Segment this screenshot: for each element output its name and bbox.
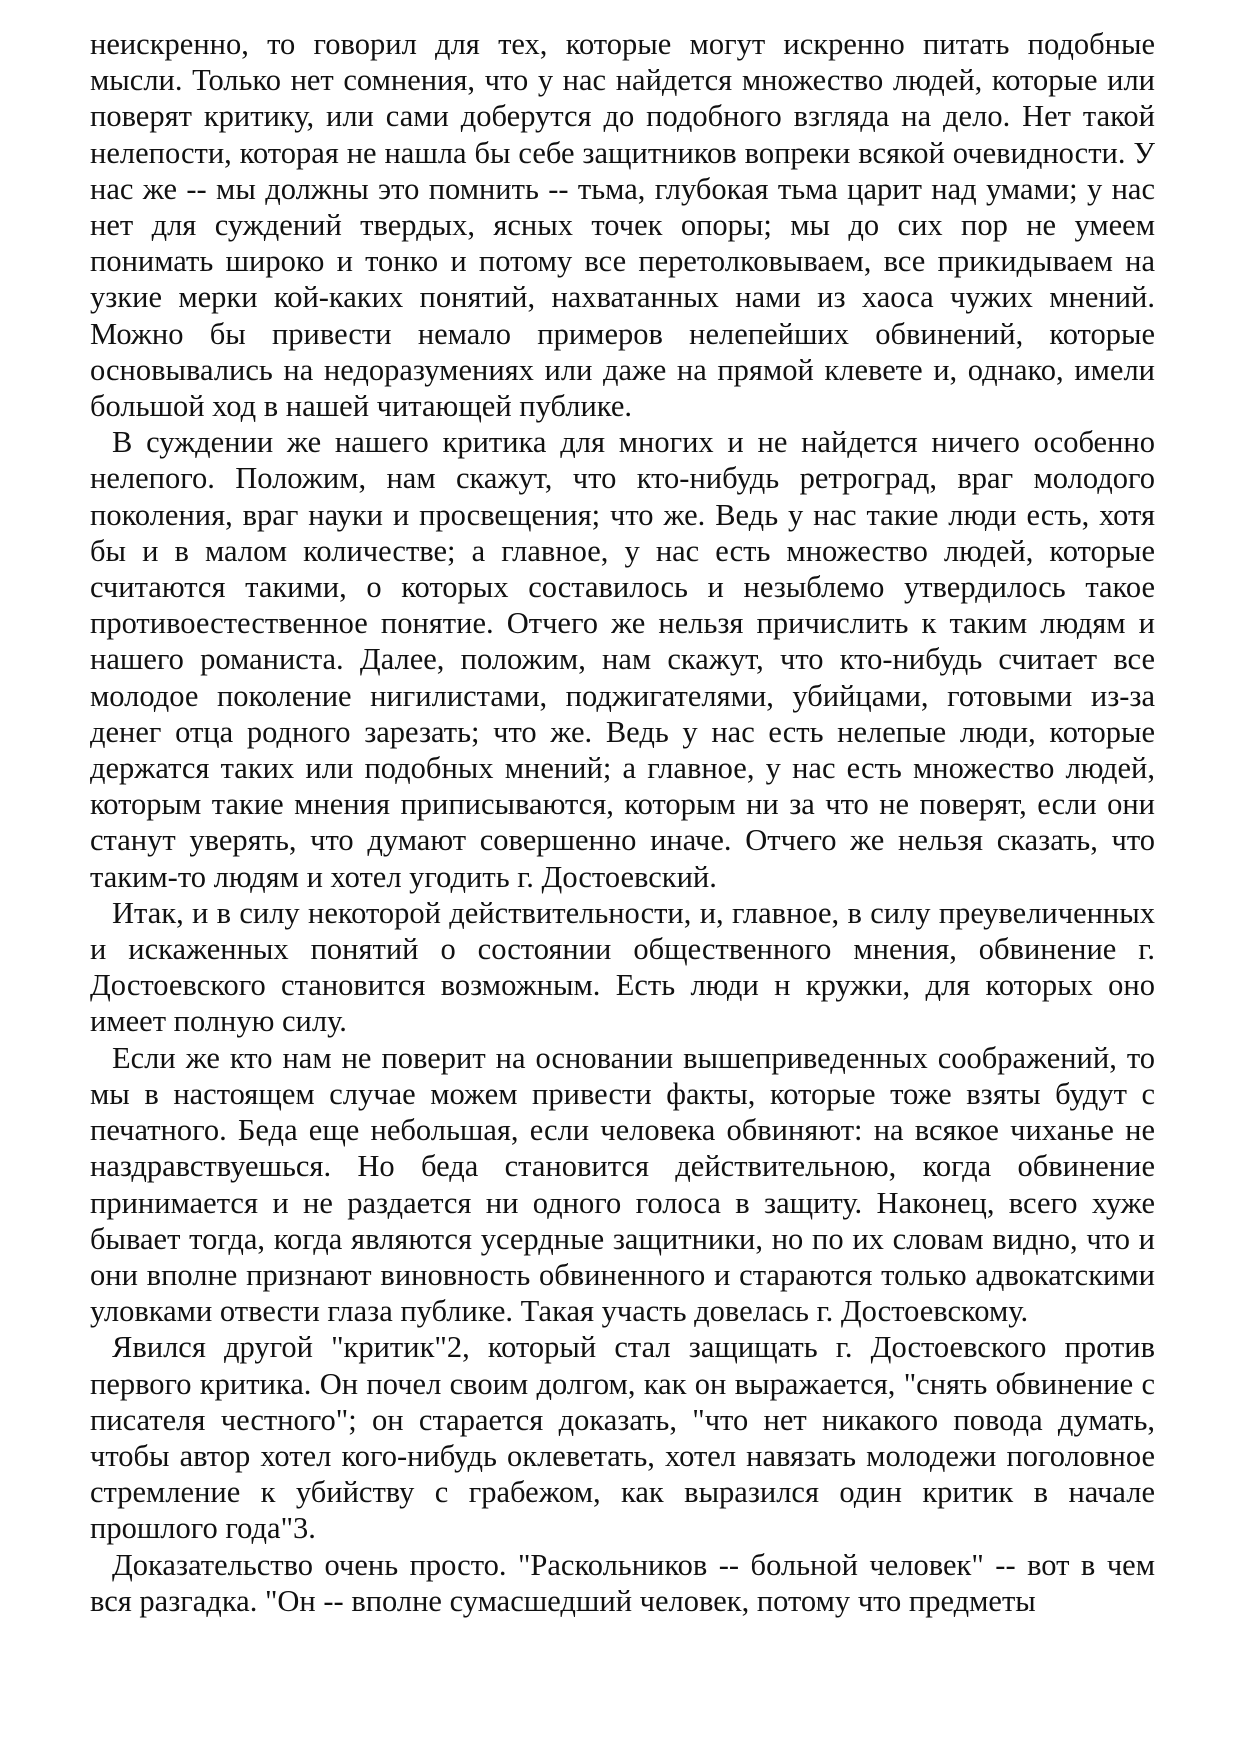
document-page xyxy=(90,26,1155,1619)
paragraph-6: Доказательство очень просто. "Раскольников -- больной человек" -- вот в чем вся разгадка. "Он -- вполне сумасшедший человек, потому что предметы xyxy=(90,1547,1155,1618)
paragraph-2: В суждении же нашего критика для многих и не найдется ничего особенно нелепого. Положим, нам скажут, что кто-нибудь ретроград, враг молодого поколения, враг науки и просвещения; что же. Ведь у нас такие люди есть, хотя бы и в малом количестве; а главное, у нас есть множество людей, которые считаются такими, о которых составилось и незыблемо утвердилось такое противоестественное понятие. Отчего же нельзя причислить к таким людям и нашего романиста. Далее, положим, нам скажут, что кто-нибудь считает все молодое поколение нигилистами, поджигателями, убийцами, готовыми из-за денег отца родного зарезать; что же. Ведь у нас есть нелепые люди, которые держатся таких или подобных мнений; а главное, у нас есть множество людей, которым такие мнения приписываются, которым ни за что не поверят, если они станут уверять, что думают совершенно иначе. Отчего же нельзя сказать, что таким-то людям и хотел угодить г. Достоевский. xyxy=(90,425,1155,894)
paragraph-4: Если же кто нам не поверит на основании вышеприведенных соображений, то мы в настоящем случае можем привести факты, которые тоже взяты будут с печатного. Беда еще небольшая, если человека обвиняют: на всякое чиханье не наздравствуешься. Но беда становится действительною, когда обвинение принимается и не раздается ни одного голоса в защиту. Наконец, всего хуже бывает тогда, когда являются усердные защитники, но по их словам видно, что и они вполне признают виновность обвиненного и стараются только адвокатскими уловками отвести глаза публике. Такая участь довелась г. Достоевскому. xyxy=(90,1040,1155,1329)
paragraph-5: Явился другой "критик"2, который стал защищать г. Достоевского против первого критика. Он почел своим долгом, как он выражается, "снять обвинение с писателя честного"; он старается доказать, "что нет никакого повода думать, чтобы автор хотел кого-нибудь оклеветать, хотел навязать молодежи поголовное стремление к убийству с грабежом, как выразился один критик в начале прошлого года"3. xyxy=(90,1330,1155,1546)
paragraph-1: неискренно, то говорил для тех, которые могут искренно питать подобные мысли. Только нет сомнения, что у нас найдется множество людей, которые или поверят критику, или сами доберутся до подобного взгляда на дело. Нет такой нелепости, которая не нашла бы себе защитников вопреки всякой очевидности. У нас же -- мы должны это помнить -- тьма, глубокая тьма царит над умами; у нас нет для суждений твердых, ясных точек опоры; мы до сих пор не умеем понимать широко и тонко и потому все перетолковываем, все прикидываем на узкие мерки кой-каких понятий, нахватанных нами из хаоса чужих мнений. Можно бы привести немало примеров нелепейших обвинений, которые основывались на недоразумениях или даже на прямой клевете и, однако, имели большой ход в нашей читающей публике. xyxy=(90,27,1155,424)
paragraph-3: Итак, и в силу некоторой действительности, и, главное, в силу преувеличенных и искаженных понятий о состоянии общественного мнения, обвинение г. Достоевского становится возможным. Есть люди н кружки, для которых оно имеет полную силу. xyxy=(90,895,1155,1039)
